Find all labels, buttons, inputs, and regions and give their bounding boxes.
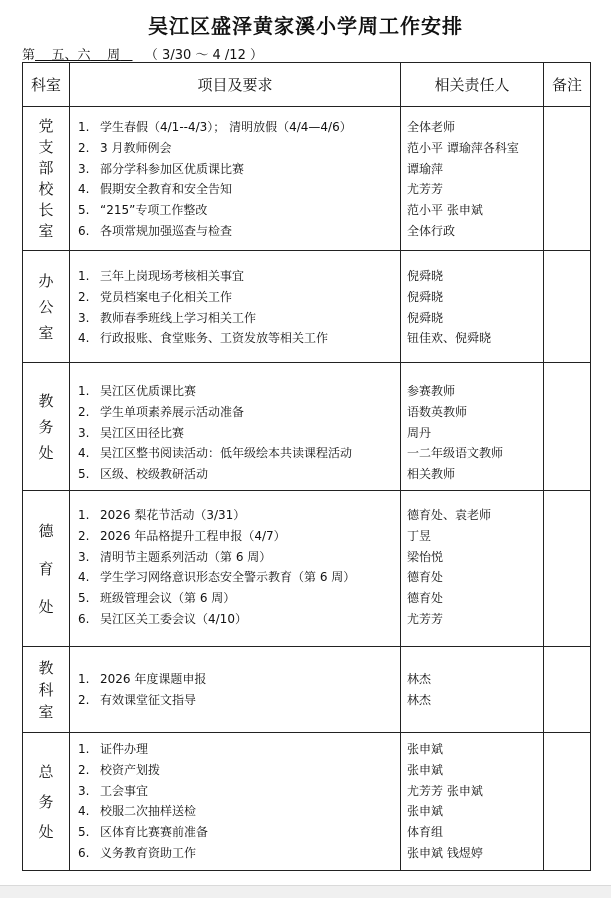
person-cell	[401, 363, 544, 491]
responsible-person: 体育组	[407, 825, 444, 840]
item-text: 部分学科参加区优质课比赛	[100, 161, 245, 176]
list-item	[76, 822, 394, 843]
header-dept: 科室	[23, 63, 70, 107]
list-item	[76, 287, 394, 308]
dept-cell	[23, 647, 70, 733]
item-text: 2026 年度课题申报	[100, 672, 207, 686]
remark-cell	[544, 733, 591, 871]
dept-char: 教	[38, 391, 54, 410]
list-item	[76, 423, 394, 444]
list-item	[76, 547, 394, 568]
responsible-person: 语数英教师	[407, 404, 468, 419]
dept-char: 党	[38, 116, 54, 135]
list-item	[76, 117, 394, 138]
items-cell	[70, 107, 401, 251]
item-text: 工会事宜	[100, 783, 149, 798]
dept-char: 处	[38, 443, 54, 462]
list-item	[76, 464, 394, 485]
item-number: 5.	[78, 203, 90, 218]
person-cell	[401, 733, 544, 871]
item-text: 学生学习网络意识形态安全警示教育（第 6 周）	[100, 570, 356, 585]
person-cell	[401, 251, 544, 363]
item-text: “215”专项工作整改	[100, 203, 208, 218]
item-text: 清明节主题系列活动（第 6 周）	[100, 549, 272, 564]
responsible-person: 张申斌	[407, 742, 444, 756]
dept-char: 公	[38, 297, 54, 316]
list-item	[76, 200, 394, 221]
item-text: 班级管理会议（第 6 周）	[100, 591, 236, 606]
item-number: 5.	[78, 825, 90, 840]
item-text: 行政报账、食堂账务、工资发放等相关工作	[100, 331, 329, 346]
responsible-person: 张申斌	[407, 762, 444, 777]
week-numbers: 五、六 周	[51, 48, 121, 63]
items-cell	[70, 363, 401, 491]
responsible-person: 张申斌 钱煜婷	[407, 845, 483, 860]
header-person: 相关责任人	[401, 63, 544, 107]
responsible-person: 丁昱	[407, 528, 432, 543]
responsible-person: 德育处、袁老师	[407, 508, 492, 522]
list-item	[76, 221, 394, 242]
item-text: 区级、校级教研活动	[100, 467, 209, 482]
item-number: 1.	[78, 672, 90, 686]
responsible-person: 全体行政	[407, 223, 456, 238]
responsible-person: 林杰	[407, 692, 432, 707]
responsible-person: 德育处	[407, 591, 444, 606]
item-text: 区体育比赛赛前准备	[100, 825, 209, 840]
header-remark: 备注	[544, 63, 591, 107]
responsible-person: 谭瑜萍	[407, 161, 444, 176]
item-text: 2026 梨花节活动（3/31）	[100, 508, 246, 522]
item-number: 1.	[78, 384, 90, 398]
responsible-person: 倪舜晓	[407, 289, 444, 304]
responsible-person: 周丹	[407, 425, 432, 440]
responsible-person: 钮佳欢、倪舜晓	[407, 331, 492, 346]
schedule-table	[22, 62, 591, 871]
item-text: 吴江区田径比赛	[100, 425, 185, 440]
window-bottom-bar	[0, 885, 611, 898]
item-number: 1.	[78, 508, 90, 522]
responsible-person: 尤芳芳	[407, 182, 444, 197]
list-item	[76, 567, 394, 588]
item-text: 吴江区整书阅读活动：低年级绘本共读课程活动	[100, 446, 353, 461]
responsible-person: 张申斌	[407, 804, 444, 819]
remark-cell	[544, 491, 591, 647]
item-number: 3.	[78, 161, 90, 176]
responsible-person: 全体老师	[407, 120, 456, 134]
list-item	[76, 266, 394, 287]
item-text: 2026 年品格提升工程申报（4/7）	[100, 528, 286, 543]
item-number: 2.	[78, 289, 90, 304]
item-number: 3.	[78, 425, 90, 440]
dept-char: 校	[38, 179, 54, 198]
item-text: 学生单项素养展示活动准备	[100, 404, 245, 419]
item-number: 4.	[78, 182, 90, 197]
item-number: 5.	[78, 467, 90, 482]
item-number: 3.	[78, 549, 90, 564]
dept-char: 处	[38, 822, 54, 841]
item-number: 2.	[78, 404, 90, 419]
dept-char: 室	[38, 221, 54, 240]
page-title: 吴江区盛泽黄家溪小学周工作安排	[148, 14, 463, 38]
item-text: 证件办理	[100, 742, 149, 756]
item-text: 校资产划拨	[100, 762, 161, 777]
dept-cell	[23, 251, 70, 363]
dept-char: 室	[38, 323, 54, 342]
person-cell	[401, 491, 544, 647]
responsible-person: 一二年级语文教师	[407, 446, 504, 461]
list-item	[76, 179, 394, 200]
item-number: 1.	[78, 269, 90, 283]
list-item	[76, 801, 394, 822]
item-number: 3.	[78, 783, 90, 798]
responsible-person: 德育处	[407, 570, 444, 585]
list-item	[76, 402, 394, 423]
item-number: 2.	[78, 528, 90, 543]
dept-char: 务	[38, 417, 54, 436]
item-text: 三年上岗现场考核相关事宜	[100, 269, 245, 283]
responsible-person: 相关教师	[407, 467, 456, 482]
item-number: 4.	[78, 331, 90, 346]
dept-char: 总	[38, 762, 54, 781]
responsible-person: 范小平 谭瑜萍各科室	[407, 140, 519, 155]
dept-char: 室	[38, 702, 54, 721]
header-items: 项目及要求	[70, 63, 401, 107]
remark-cell	[544, 107, 591, 251]
item-text: 义务教育资助工作	[100, 845, 197, 860]
responsible-person: 倪舜晓	[407, 269, 444, 283]
item-text: 各项常规加强巡查与检查	[100, 223, 233, 238]
dept-char: 支	[38, 137, 54, 156]
dept-cell	[23, 733, 70, 871]
list-item	[76, 308, 394, 329]
dept-char: 科	[38, 680, 54, 699]
remark-cell	[544, 647, 591, 733]
list-item	[76, 138, 394, 159]
week-range	[22, 44, 263, 63]
responsible-person: 林杰	[407, 672, 432, 686]
table-row	[23, 363, 591, 491]
responsible-person: 尤芳芳 张申斌	[407, 783, 483, 798]
item-number: 2.	[78, 692, 90, 707]
responsible-person: 尤芳芳	[407, 611, 444, 626]
list-item	[76, 843, 394, 864]
item-number: 4.	[78, 570, 90, 585]
item-text: 校服二次抽样送检	[100, 804, 197, 819]
list-item	[76, 781, 394, 802]
item-number: 5.	[78, 591, 90, 606]
person-cell	[401, 107, 544, 251]
table-row	[23, 251, 591, 363]
table-header-row	[23, 63, 591, 107]
list-item	[76, 690, 394, 711]
item-number: 6.	[78, 611, 90, 626]
item-number: 2.	[78, 762, 90, 777]
item-number: 6.	[78, 845, 90, 860]
items-cell	[70, 251, 401, 363]
remark-cell	[544, 363, 591, 491]
person-cell	[401, 647, 544, 733]
responsible-person: 参赛教师	[407, 384, 456, 398]
dept-char: 育	[38, 559, 54, 578]
list-item	[76, 526, 394, 547]
dept-cell	[23, 107, 70, 251]
dept-char: 部	[38, 158, 54, 177]
dept-char: 教	[38, 658, 54, 677]
item-text: 3 月教师例会	[100, 140, 172, 155]
items-cell	[70, 647, 401, 733]
item-number: 6.	[78, 223, 90, 238]
list-item	[76, 328, 394, 349]
dept-char: 德	[38, 521, 54, 540]
list-item	[76, 739, 394, 760]
items-cell	[70, 733, 401, 871]
list-item	[76, 760, 394, 781]
item-text: 吴江区关工委会议（4/10）	[100, 611, 247, 626]
list-item	[76, 381, 394, 402]
list-item	[76, 505, 394, 526]
item-number: 3.	[78, 310, 90, 325]
item-text: 假期安全教育和安全告知	[100, 182, 233, 197]
dept-cell	[23, 491, 70, 647]
item-number: 2.	[78, 140, 90, 155]
item-text: 有效课堂征文指导	[100, 692, 197, 707]
dept-char: 务	[38, 792, 54, 811]
table-row	[23, 107, 591, 251]
item-number: 4.	[78, 446, 90, 461]
table-row	[23, 647, 591, 733]
item-text: 教师春季班线上学习相关工作	[100, 310, 257, 325]
item-number: 1.	[78, 120, 90, 134]
item-text: 学生春假（4/1--4/3）； 清明放假（4/4—4/6）	[100, 120, 352, 134]
table-row	[23, 733, 591, 871]
item-number: 4.	[78, 804, 90, 819]
list-item	[76, 588, 394, 609]
list-item	[76, 669, 394, 690]
item-text: 吴江区优质课比赛	[100, 384, 197, 398]
date-range: （ 3/30 ～ 4 /12 ）	[144, 48, 263, 63]
list-item	[76, 609, 394, 630]
item-text: 党员档案电子化相关工作	[100, 289, 233, 304]
item-number: 1.	[78, 742, 90, 756]
responsible-person: 倪舜晓	[407, 310, 444, 325]
dept-char: 办	[38, 271, 54, 290]
responsible-person: 梁怡悦	[407, 549, 444, 564]
dept-char: 长	[38, 200, 54, 219]
items-cell	[70, 491, 401, 647]
list-item	[76, 159, 394, 180]
week-prefix: 第	[22, 48, 36, 63]
table-row	[23, 491, 591, 647]
responsible-person: 范小平 张申斌	[407, 203, 483, 218]
dept-cell	[23, 363, 70, 491]
remark-cell	[544, 251, 591, 363]
list-item	[76, 443, 394, 464]
dept-char: 处	[38, 597, 54, 616]
